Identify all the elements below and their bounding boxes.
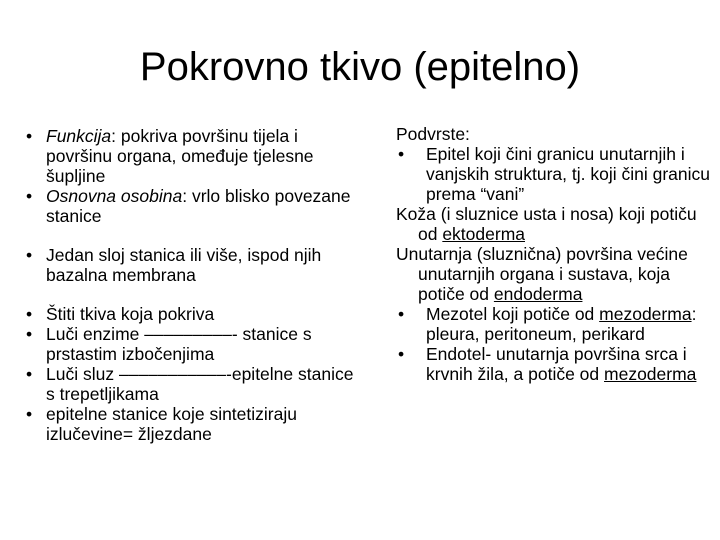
list-item [396, 344, 711, 384]
item-text: Luči enzime –––––––––- stanice s prstastim izbočenjima [46, 324, 312, 364]
item-text: Endotel- unutarnja površina srca i krvnih žila, a potiče od [426, 344, 687, 384]
item-text: Epitel koji čini granicu unutarnjih i vanjskih struktura, tj. koji čini granicu prema “vani” [426, 144, 710, 204]
item-text: : pleura, peritoneum, perikard [426, 304, 697, 344]
paragraph-mucosa [396, 244, 711, 304]
item-text: Koža (i sluznice usta i nosa) koji potiču od [396, 204, 697, 244]
left-column [22, 126, 362, 444]
item-text: : vrlo blisko povezane stanice [46, 186, 351, 226]
item-text: Jedan sloj stanica ili više, ispod njih bazalna membrana [46, 245, 322, 285]
list-item [396, 144, 711, 204]
mesoderm-term: mezoderma [604, 364, 697, 384]
item-term: Funkcija [46, 126, 112, 146]
subtypes-heading: Podvrste: [396, 124, 470, 144]
list-item [22, 126, 362, 186]
item-text: : pokriva površinu tijela i površinu organa, omeđuje tjelesne šupljine [46, 126, 314, 186]
list-item [396, 304, 711, 344]
item-text: Mezotel koji potiče od [426, 304, 600, 324]
slide-title: Pokrovno tkivo (epitelno) [139, 45, 581, 89]
item-text: Unutarnja (sluznična) površina većine unutarnjih organa i sustava, koja potiče od [396, 244, 688, 304]
mesoderm-term: mezoderma [599, 304, 692, 324]
list-item [22, 324, 362, 364]
list-item [22, 245, 362, 285]
list-item [22, 404, 362, 444]
item-text: epitelne stanice koje sintetiziraju izlučevine= žljezdane [46, 404, 297, 444]
item-text: Luči sluz –––––––––––-epitelne stanice s trepetljikama [46, 364, 354, 404]
list-item [22, 304, 362, 324]
list-item [22, 364, 362, 404]
left-list [22, 126, 362, 444]
item-term: Osnovna osobina [46, 186, 183, 206]
list-item [22, 186, 362, 226]
ectoderm-term: ektoderma [442, 224, 526, 244]
right-column [396, 124, 711, 384]
endoderm-term: endoderma [493, 284, 583, 304]
item-text: Štiti tkiva koja pokriva [46, 304, 215, 324]
paragraph-skin [396, 204, 711, 244]
